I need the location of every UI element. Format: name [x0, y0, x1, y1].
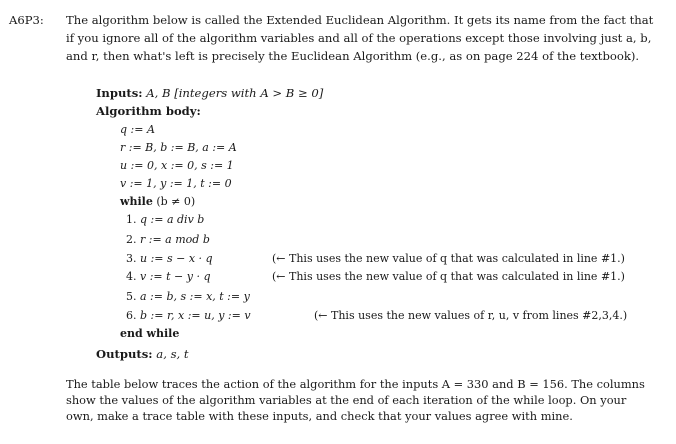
inputs-label: Inputs: [96, 86, 143, 100]
inputs-line [96, 86, 323, 100]
loop-line [126, 213, 204, 227]
init-line: u := 0, x := 0, s := 1 [120, 159, 234, 172]
loop-line-number: 4. [126, 270, 137, 283]
while-keyword: while [120, 195, 153, 208]
loop-line [126, 252, 213, 266]
loop-line-comment: (← This uses the new value of q that was calculated in line #1.) [272, 270, 625, 283]
intro-line: The algorithm below is called the Extended Euclidean Algorithm. It gets its name from the fact that [66, 13, 654, 27]
end-while-line [120, 327, 179, 341]
loop-line [126, 290, 250, 304]
loop-line-text: u := s − x · q [140, 252, 213, 265]
loop-line-number: 3. [126, 252, 137, 265]
loop-line-comment: (← This uses the new values of r, u, v from lines #2,3,4.) [314, 309, 628, 322]
closing-line: The table below traces the action of the algorithm for the inputs A = 330 and B = 156. The columns [66, 377, 645, 391]
init-line: q := A [120, 123, 155, 136]
outputs-label: Outputs: [96, 347, 153, 361]
while-condition: (b ≠ 0) [156, 195, 196, 208]
closing-line: own, make a trace table with these inputs, and check that your values agree with mine. [66, 409, 573, 423]
loop-line-text: q := a div b [140, 213, 205, 226]
while-line [120, 195, 195, 209]
outputs-text: a, s, t [156, 347, 189, 361]
algorithm-body-label: Algorithm body: [96, 104, 201, 118]
closing-paragraph [66, 377, 666, 425]
loop-line-comment: (← This uses the new value of q that was calculated in line #1.) [272, 252, 625, 265]
loop-line-number: 5. [126, 290, 137, 303]
problem-label: A6P3: [9, 13, 44, 27]
loop-line [126, 270, 211, 284]
loop-line-text: v := t − y · q [140, 270, 211, 283]
init-line: r := B, b := B, a := A [120, 141, 237, 154]
algorithm-body-heading [96, 104, 201, 118]
outputs-line [96, 347, 189, 361]
intro-line: if you ignore all of the algorithm variables and all of the operations except those involving just a, b, [66, 31, 652, 45]
intro-paragraph [66, 13, 666, 67]
loop-line-text: a := b, s := x, t := y [140, 290, 250, 303]
end-while-keyword: end while [120, 327, 180, 340]
closing-line: show the values of the algorithm variables at the end of each iteration of the while loop. On your [66, 393, 627, 407]
intro-line: and r, then what's left is precisely the Euclidean Algorithm (e.g., as on page 224 of the textbook). [66, 49, 640, 63]
loop-line-number: 6. [126, 309, 137, 322]
loop-line-text: r := a mod b [140, 233, 210, 246]
loop-line-number: 2. [126, 233, 137, 246]
init-line: v := 1, y := 1, t := 0 [120, 177, 232, 190]
loop-line [126, 309, 251, 323]
loop-line [126, 233, 210, 247]
loop-line-number: 1. [126, 213, 137, 226]
loop-line-text: b := r, x := u, y := v [140, 309, 251, 322]
inputs-text: A, B [integers with A > B ≥ 0] [146, 86, 324, 100]
